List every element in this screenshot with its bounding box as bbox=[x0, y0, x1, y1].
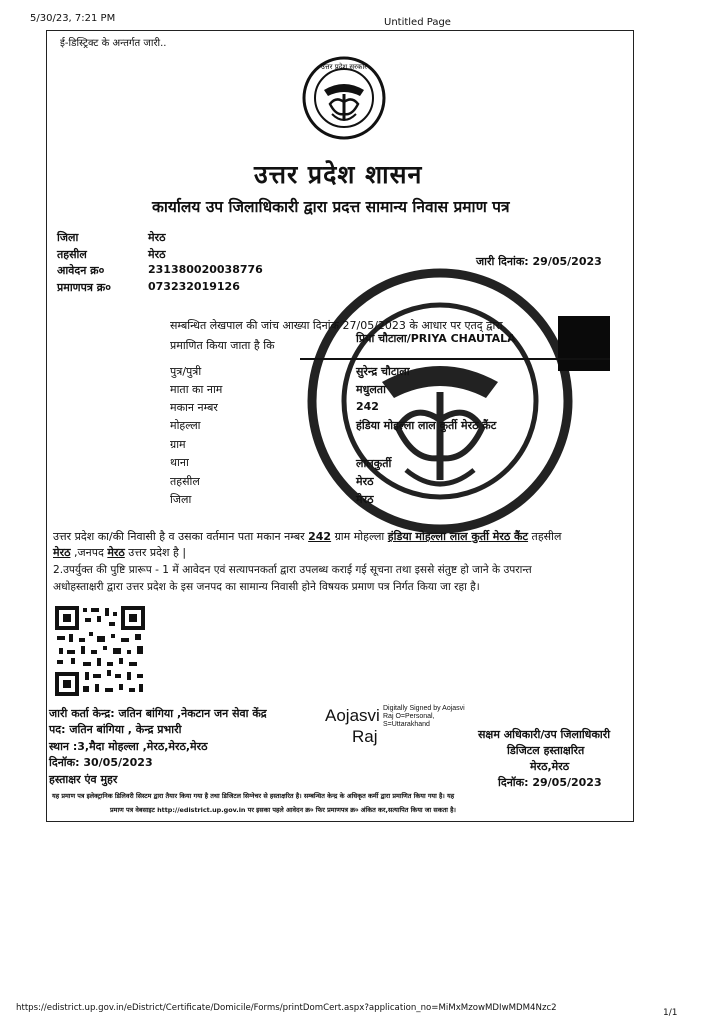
center-date bbox=[49, 755, 153, 770]
authority-date-label: दिनॉक: bbox=[498, 776, 529, 789]
detail-value-mohalla: हंडिया मोहल्ला लाल कुर्ती मेरठ कैंट bbox=[356, 419, 497, 432]
detail-value-parent: सुरेन्द्र चौटाला bbox=[356, 365, 410, 378]
field-label-tehsil: तहसील bbox=[57, 248, 87, 261]
para1-tehsil: मेरठ bbox=[53, 546, 71, 559]
qr-code-icon bbox=[53, 604, 147, 698]
print-page-title: Untitled Page bbox=[384, 17, 451, 28]
field-label-district: जिला bbox=[57, 231, 79, 244]
detail-value-tehsil: मेरठ bbox=[356, 475, 374, 488]
certificate-title: उत्तर प्रदेश शासन bbox=[254, 160, 423, 189]
para1-text-b: ग्राम मोहल्ला bbox=[334, 530, 385, 543]
certified-label: प्रमाणित किया जाता है कि bbox=[170, 339, 275, 352]
center-date-label: दिनॉक: bbox=[49, 756, 80, 769]
certificate-subtitle: कार्यालय उप जिलाधिकारी द्वारा प्रदत्त सामान्य निवास प्रमाण पत्र bbox=[152, 198, 510, 216]
authority-line2: डिजिटल हस्ताक्षरित bbox=[507, 744, 585, 757]
para1-text-c: तहसील bbox=[531, 530, 562, 543]
issue-date-label: जारी दिनांक: bbox=[476, 255, 529, 268]
field-value-application-no: 231380020038776 bbox=[148, 263, 263, 276]
field-value-district: मेरठ bbox=[148, 231, 166, 244]
residence-paragraph-line1 bbox=[53, 529, 561, 544]
detail-value-district: मेरठ bbox=[356, 493, 374, 506]
detail-label-house-no: मकान नम्बर bbox=[170, 401, 218, 414]
issue-date-value: 29/05/2023 bbox=[532, 255, 602, 268]
up-emblem-icon bbox=[302, 56, 386, 140]
authority-line1: सक्षम अधिकारी/उप जिलाधिकारी bbox=[478, 728, 611, 741]
center-line3: स्थान :3,मैदा मोहल्ला ,मेरठ,मेरठ,मेरठ bbox=[49, 740, 208, 753]
footer-note-line2: प्रमाण पत्र वेबसाइट http://edistrict.up.gov.in पर इसका पहले आवेदन क्र० फिर प्रमाणपत्र क्र० अंकित कर,सत्यापित किया जा सकता है। bbox=[110, 806, 456, 814]
emblem-text: उत्तर प्रदेश सरकार bbox=[320, 63, 368, 71]
para1-text-e: उत्तर प्रदेश है | bbox=[128, 546, 187, 559]
detail-label-tehsil: तहसील bbox=[170, 475, 200, 488]
print-datetime: 5/30/23, 7:21 PM bbox=[30, 13, 116, 24]
para1-district: मेरठ bbox=[107, 546, 125, 559]
detail-value-mother: मधुलता bbox=[356, 383, 386, 396]
signature-detail1: Digitally Signed by Aojasvi bbox=[383, 705, 465, 712]
print-url: https://edistrict.up.gov.in/eDistrict/Certificate/Domicile/Forms/printDomCert.aspx?application_no=MiMxMzowMDIwMDM4Nzc2 bbox=[16, 1003, 557, 1013]
detail-label-village: ग्राम bbox=[170, 438, 186, 451]
detail-label-district: जिला bbox=[170, 493, 192, 506]
applicant-name: प्रिया चौटाला/PRIYA CHAUTALA bbox=[356, 332, 516, 345]
footer-note-line1: यह प्रमाण पत्र इलेक्ट्रानिक डिलिवरी सिस्टम द्वारा तैयार किया गया है तथा डिजिटल सिग्नेचर से हस्ताक्षरित है। सम्बन्धित केन्द्र के अधिकृत कर्मी द्वारा प्रमाणित किया गया है। यह bbox=[52, 792, 455, 800]
official-seal-stamp-icon bbox=[290, 262, 590, 540]
para1-text-d: ,जनपद bbox=[73, 546, 104, 559]
confirmation-paragraph-line2: अधोहस्ताक्षरी द्वारा उत्तर प्रदेश के इस जनपद का सामान्य निवासी होने विषयक प्रमाण पत्र निर्गत किया जा रहा है। bbox=[53, 581, 480, 593]
center-line1: जारी कर्ता केन्द्र: जतिन बांगिया ,नेकटान जन सेवा केंद्र bbox=[49, 707, 267, 720]
field-value-tehsil: मेरठ bbox=[148, 248, 166, 261]
issued-under: ई-डिस्ट्रिक्ट के अन्तर्गत जारी.. bbox=[60, 38, 167, 49]
field-label-application-no: आवेदन क्र० bbox=[57, 264, 105, 277]
center-sign-label: हस्ताक्षर एंव मुहर bbox=[49, 773, 118, 786]
detail-value-house-no: 242 bbox=[356, 400, 379, 413]
authority-line3: मेरठ,मेरठ bbox=[530, 760, 570, 773]
detail-label-police-station: थाना bbox=[170, 456, 189, 469]
authority-date-value: 29/05/2023 bbox=[532, 776, 602, 789]
intro-line: सम्बन्धित लेखपाल की जांच आख्या दिनांक 27/05/2023 के आधार पर एतद् द्वारा bbox=[170, 319, 503, 332]
stamp-edge-line bbox=[300, 358, 610, 360]
print-page-count: 1/1 bbox=[663, 1008, 678, 1018]
detail-label-parent: पुत्र/पुत्री bbox=[170, 365, 202, 378]
signature-detail2: Raj O=Personal, bbox=[383, 713, 435, 720]
center-line2: पद: जतिन बांगिया , केन्द्र प्रभारी bbox=[49, 723, 182, 736]
redaction-block bbox=[558, 316, 610, 371]
detail-value-police-station: लालकुर्ती bbox=[356, 457, 392, 470]
detail-label-mother: माता का नाम bbox=[170, 383, 223, 396]
field-value-certificate-no: 073232019126 bbox=[148, 280, 240, 293]
signer-name-line2: Raj bbox=[352, 727, 378, 746]
para1-text-a: उत्तर प्रदेश का/की निवासी है व उसका वर्तमान पता मकान नम्बर bbox=[53, 530, 305, 543]
para1-house-no: 242 bbox=[308, 530, 332, 543]
signature-detail3: S=Uttarakhand bbox=[383, 721, 430, 728]
detail-label-mohalla: मोहल्ला bbox=[170, 419, 201, 432]
signer-name-line1: Aojasvi bbox=[325, 706, 380, 725]
center-date-value: 30/05/2023 bbox=[83, 756, 153, 769]
authority-date bbox=[498, 775, 602, 790]
field-label-certificate-no: प्रमाणपत्र क्र० bbox=[57, 281, 111, 294]
para1-mohalla: हंडिया मोहल्ला लाल कुर्ती मेरठ कैंट bbox=[387, 530, 529, 543]
residence-paragraph-line2 bbox=[53, 545, 186, 560]
confirmation-paragraph-line1: 2.उपर्युक्त की पुष्टि प्रारूप - 1 में आवेदन एवं सत्यापनकर्ता द्वारा उपलब्ध कराई गई सूचना तथा इससे संतुष्ट हो जाने के उपरान्त bbox=[53, 564, 532, 576]
